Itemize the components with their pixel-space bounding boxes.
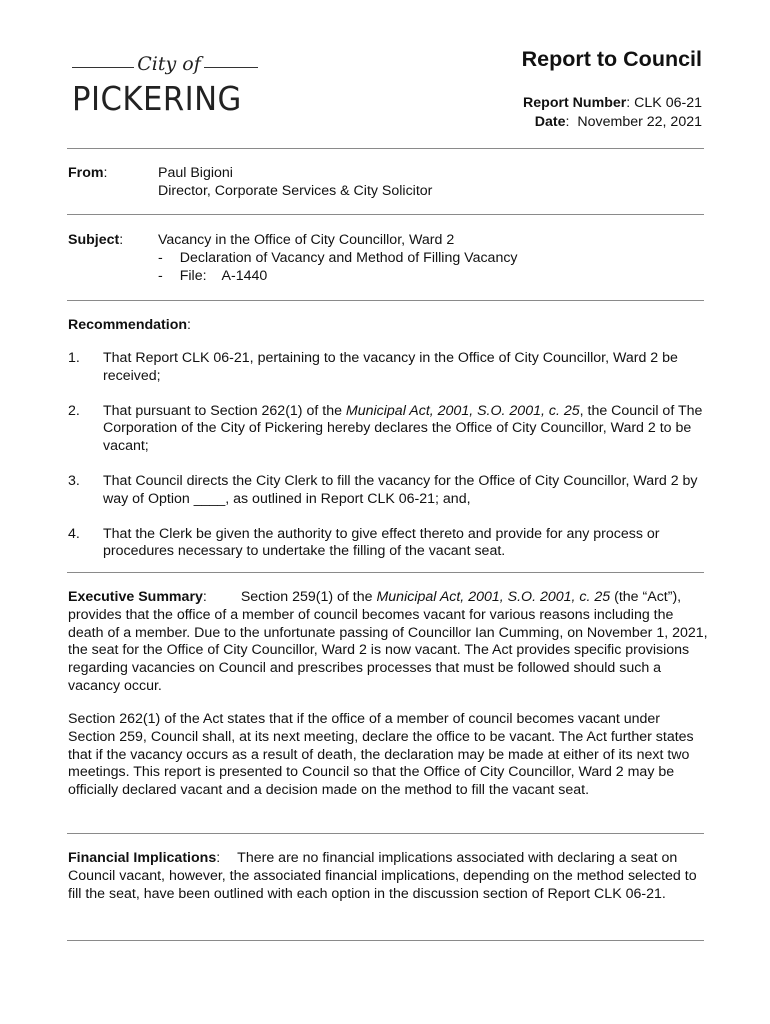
divider	[67, 833, 704, 834]
report-number-label: Report Number	[523, 95, 627, 111]
report-number-line: Report Number: CLK 06-21	[523, 95, 702, 111]
from-value	[158, 165, 432, 201]
report-title: Report to Council	[521, 47, 702, 71]
divider	[67, 148, 704, 149]
executive-summary-heading: Executive Summary	[68, 589, 203, 605]
from-name: Paul Bigioni	[158, 165, 233, 181]
report-number-value: CLK 06-21	[634, 95, 702, 111]
divider	[67, 572, 704, 573]
date-label: Date	[534, 114, 566, 130]
divider	[67, 300, 704, 301]
logo-rule-right	[204, 67, 258, 68]
recommendation-item: 3. That Council directs the City Clerk to fill the vacancy for the Office of City Councillor, Ward 2 by way of Option ____, as outlined in Report CLK 06-21; and,	[68, 472, 698, 507]
from-position: Director, Corporate Services & City Solicitor	[158, 182, 433, 199]
recommendation-item: 2. That pursuant to Section 262(1) of the Municipal Act, 2001, S.O. 2001, c. 25, the Council of The Corporation of the City of Pickering hereby declares the Office of City Councillor, Ward 2 to be vacant;	[68, 402, 703, 455]
recommendation-list	[68, 350, 708, 578]
subject-line-2: - Declaration of Vacancy and Method of Filling Vacancy	[158, 249, 518, 266]
date-line: Date: November 22, 2021	[534, 114, 702, 130]
divider	[67, 940, 704, 941]
executive-summary-paragraph-2: Section 262(1) of the Act states that if the office of a member of council becomes vacant under Section 259, Council shall, at its next meeting, declare the office to be vacant. The Act further states that if the vacancy occurs as a result of death, the declaration may be made at either of its next two meetings. This report is presented to Council so that the Office of City Councillor, Ward 2 may be officially declared vacant and a decision made on the method to fill the vacant seat.	[68, 711, 694, 799]
recommendation-item: 4. That the Clerk be given the authority to give effect thereto and provide for any process or procedures necessary to undertake the filling of the vacant seat.	[68, 525, 660, 560]
subject-file-line: - File: A-1440	[158, 267, 268, 284]
financial-implications-paragraph: Financial Implications: There are no financial implications associated with declaring a seat on Council vacant, however, the associated financial implications, depending on the method selected to fill the seat, have been outlined with each option in the discussion section of Report CLK 06-21.	[68, 850, 697, 902]
logo-city-of-text: City of	[137, 53, 201, 75]
financial-implications-heading: Financial Implications	[68, 850, 217, 866]
recommendation-item: 1. That Report CLK 06-21, pertaining to the vacancy in the Office of City Councillor, Ward 2 be received;	[68, 350, 678, 384]
city-of-pickering-logo	[72, 52, 264, 122]
recommendation-heading: Recommendation:	[68, 317, 191, 333]
logo-rule-left	[72, 67, 134, 68]
logo-pickering-text: PICKERING	[72, 79, 242, 118]
executive-summary-paragraph-1: Executive Summary: Section 259(1) of the Municipal Act, 2001, S.O. 2001, c. 25 (the “Act”), provides that the office of a member of council becomes vacant for various reasons including the death of a member. Due to the unfortunate passing of Councillor Ian Cumming, on November 1, 2021, the seat for the Office of City Councillor, Ward 2 is now vacant. The Act provides specific provisions regarding vacancies on Council and prescribes processes that must be followed should such a vacancy occur.	[68, 589, 708, 694]
divider	[67, 214, 704, 215]
date-value: November 22, 2021	[577, 114, 702, 130]
report-meta	[523, 95, 702, 133]
subject-value	[158, 232, 518, 285]
subject-line-1: Vacancy in the Office of City Councillor, Ward 2	[158, 232, 455, 248]
from-label: From:	[68, 165, 108, 181]
subject-label: Subject:	[68, 232, 124, 248]
